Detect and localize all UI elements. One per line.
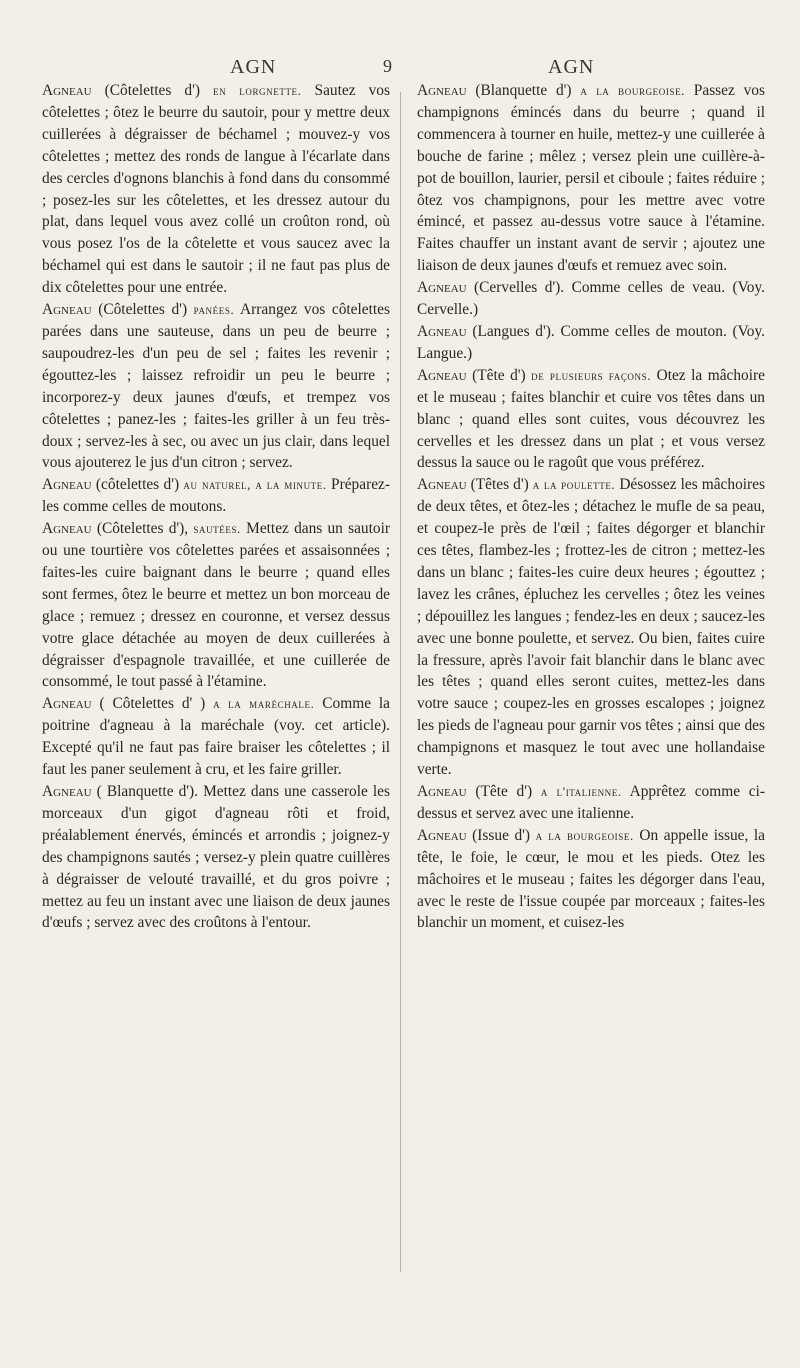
entry-qualifier: de plusieurs façons.	[531, 367, 652, 383]
entry-title: (côtelettes d')	[91, 476, 184, 494]
recipe-entry	[42, 781, 390, 934]
entry-body: Mettez dans un sautoir ou une tourtière vos côtelettes parées et assaisonnées ; faites-les cuire baignant dans le beurre ; quand elles sont fermes, ôtez le beurre et mettez un bon morceau de glace ; remuez ; dressez en couronne, et versez dessus votre glace détachée au moyen de deux cuillerées à dégraisser d'espagnole travaillée, et une cuillerée de consommé, le tout passé à l'étamine.	[42, 520, 390, 691]
left-column	[42, 80, 390, 934]
entry-head: Agneau	[42, 520, 92, 538]
column-divider	[400, 92, 401, 1272]
entry-qualifier: a la poulette.	[532, 477, 616, 493]
entry-head: Agneau	[417, 783, 467, 800]
entry-body: Arrangez vos côtelettes parées dans une sauteuse, dans un peu de beurre ; saupoudrez-les d'un peu de sel ; faites les revenir ; égouttez-les ; laissez refroidir un peu le beurre ; incorporez-y deux jaunes d'œufs, et trempez vos côtelettes ; panez-les ; faites-les griller à un feu très-doux ; servez-les à sec, ou avec un jus clair, dans lequel vous ajouterez le jus d'un citron ; servez.	[42, 301, 390, 472]
entry-body: On appelle issue, la tête, le foie, le cœur, le mou et les pieds. Otez les mâchoires et le museau ; faites les dégorger dans l'eau, avec le reste de l'issue coupée par morceaux ; faites-les blanchir un moment, et cuisez-les	[417, 826, 765, 932]
page-number: 9	[383, 56, 393, 76]
entry-body: Mettez dans une casserole les morceaux d'un gigot d'agneau rôti et froid, préalablement énervés, émincés et arrondis ; joignez-y des champignons sautés ; versez-y plein quatre cuillères à dégraisser de velouté travaillé, et du gros poivre ; mettez au feu un instant avec une liaison de deux jaunes d'œufs ; servez avec des croûtons à l'entour.	[42, 783, 390, 932]
entry-body: Otez la mâchoire et le museau ; faites blanchir et cuire vos têtes dans un blanc ; quand elles sont cuites, vous découvrez les cervelles et les dressez dans un plat ; et vous versez dessus la sauce ou le ragoût que vous préférez.	[417, 366, 765, 472]
entry-title: (Langues d').	[466, 322, 561, 340]
entry-head: Agneau	[42, 783, 92, 800]
entry-body: Sautez vos côtelettes ; ôtez le beurre du sautoir, pour y mettre deux cuillerées à dégraisser de béchamel ; mouvez-y vos côtelettes ; mettez des ronds de langue à l'écarlate dans des cercles d'ognons blanchis à fond dans du consommé ; posez-les sur les côtelettes, et les dressez autour du plat, dans lequel vous avez collé un croûton rond, où vous posez l'os de la côtelette et vous saucez avec la béchamel qui est dans le sautoir ; il ne faut pas plus de dix côtelettes pour une entrée.	[42, 82, 390, 297]
recipe-entry	[417, 80, 765, 277]
entry-head: Agneau	[417, 322, 467, 340]
entry-head: Agneau	[417, 82, 467, 99]
entry-qualifier: a la maréchale.	[213, 696, 315, 712]
entry-qualifier: au naturel, a la minute.	[183, 477, 327, 493]
entry-title: ( Blanquette d').	[91, 783, 204, 800]
running-head-right: AGN	[548, 56, 595, 78]
entry-title: (Cervelles d').	[466, 279, 572, 297]
entry-head: Agneau	[417, 826, 467, 844]
entry-title: (Têtes d')	[466, 476, 533, 494]
entry-head: Agneau	[42, 476, 92, 494]
entry-title: ( Côtelettes d' )	[91, 695, 214, 713]
entry-head: Agneau	[42, 695, 92, 713]
entry-head: Agneau	[42, 82, 92, 99]
entry-qualifier: sautées.	[193, 521, 241, 537]
recipe-entry	[417, 277, 765, 321]
entry-body: Passez vos champignons émincés dans du beurre ; quand il commencera à tourner en huile, mettez-y une cuillerée à bouche de farine ; mêlez ; versez plein une cuillère-à-pot de bouillon, laurier, persil et ciboule ; faites réduire ; ôtez vos champignons, pour les mettre avec votre émincé, et passez au-dessus votre sauce à l'étamine. Faites chauffer un instant avant de servir ; ajoutez une liaison de deux jaunes d'œufs et remuez avec soin.	[417, 82, 765, 275]
entry-title: (Côtelettes d')	[91, 301, 194, 319]
recipe-entry	[417, 781, 765, 825]
recipe-entry	[417, 321, 765, 365]
recipe-entry	[417, 474, 765, 781]
right-column	[417, 80, 765, 934]
entry-head: Agneau	[417, 366, 467, 384]
recipe-entry	[417, 825, 765, 935]
recipe-entry	[417, 365, 765, 475]
recipe-entry	[42, 693, 390, 781]
entry-body: Comme celles de veau. (Voy. Cervelle.)	[417, 279, 765, 319]
entry-body: Préparez-les comme celles de moutons.	[42, 476, 390, 516]
entry-title: (Tête d')	[466, 366, 532, 384]
recipe-entry	[42, 80, 390, 299]
recipe-entry	[42, 474, 390, 518]
entry-title: (Côtelettes d'),	[91, 520, 194, 538]
entry-title: (Côtelettes d')	[91, 82, 214, 99]
entry-head: Agneau	[42, 301, 92, 319]
entry-qualifier: a la bourgeoise.	[535, 827, 634, 843]
entry-title: (Tête d')	[466, 783, 541, 800]
entry-body: Comme celles de mouton. (Voy. Langue.)	[417, 322, 765, 362]
entry-qualifier: a la bourgeoise.	[580, 83, 686, 98]
entry-body: Comme la poitrine d'agneau à la maréchale (voy. cet article). Excepté qu'il ne faut pas faire braiser les côtelettes ; il faut les paner seulement à cru, et les faire griller.	[42, 695, 390, 779]
recipe-entry	[42, 518, 390, 693]
running-head-left: AGN	[230, 56, 277, 78]
entry-qualifier: a l'italienne.	[540, 784, 622, 799]
entry-head: Agneau	[417, 279, 467, 297]
entry-title: (Issue d')	[466, 826, 536, 844]
entry-head: Agneau	[417, 476, 467, 494]
entry-title: (Blanquette d')	[466, 82, 581, 99]
entry-qualifier: panées.	[193, 302, 235, 318]
entry-qualifier: en lorgnette.	[213, 83, 302, 98]
entry-body: Désossez les mâchoires de deux têtes, et ôtez-les ; détachez le mufle de sa peau, et coupez-le près de l'œil ; faites dégorger et blanchir ces têtes, flambez-les ; frottez-les de citron ; mettez-les dans un blanc ; faites-les cuire deux heures ; égouttez ; lavez les crânes, épluchez les cervelles ; ôtez les veines ; dépouillez les langues ; fendez-les en deux ; saucez-les avec une bonne poulette, et servez. Ou bien, faites cuire la fressure, après l'avoir fait blanchir dans le blanc avec les têtes ; quand elles seront cuites, mettez-les dans votre sauce ; coupez-les en grosses escalopes ; joignez les pieds de l'agneau pour garnir vos têtes ; ainsi que des champignons et masquez le tout avec une hollandaise verte.	[417, 476, 765, 779]
recipe-entry	[42, 299, 390, 474]
entry-body: Apprêtez comme ci-dessus et servez avec une italienne.	[417, 783, 765, 822]
